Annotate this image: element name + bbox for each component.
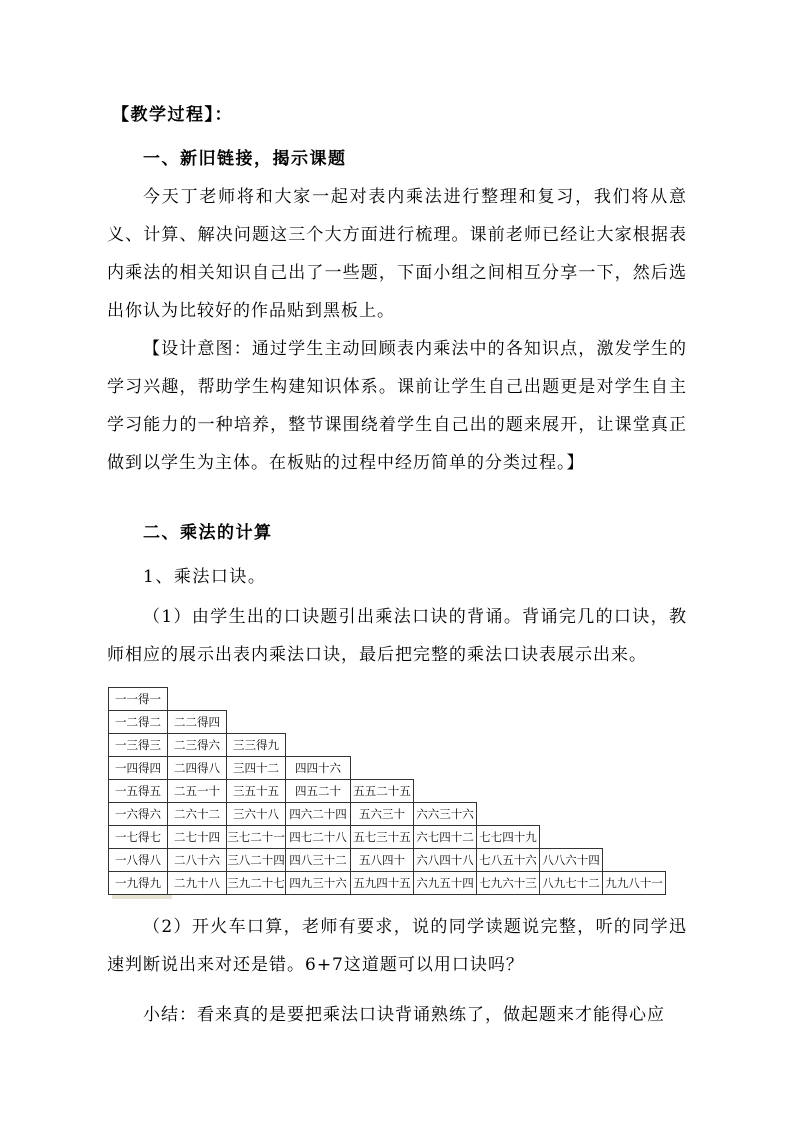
table-empty-cell — [540, 734, 603, 757]
table-empty-cell — [351, 734, 414, 757]
table-empty-cell — [540, 780, 603, 803]
table-empty-cell — [540, 711, 603, 734]
table-cell: 四四十六 — [286, 757, 351, 780]
table-cell: 二五一十 — [168, 780, 227, 803]
section1-paragraph: 今天丁老师将和大家一起对表内乘法进行整理和复习，我们将从意义、计算、解决问题这三个大方面进行梳理。课前老师已经让大家根据表内乘法的相关知识自己出了一些题，下面小组之间相互分享一下，然后选出你认为比较好的作品贴到黑板上。 — [107, 187, 687, 321]
summary-paragraph: 小结：看来真的是要把乘法口诀背诵熟练了，做起题来才能得心应 — [143, 1005, 665, 1025]
multiplication-table-subheading: 1、乘法口诀。 — [143, 567, 267, 587]
table-row — [109, 803, 666, 826]
table-row — [109, 757, 666, 780]
table-cell: 五七三十五 — [351, 826, 414, 849]
table-empty-cell — [477, 688, 540, 711]
table-empty-cell — [603, 803, 666, 826]
table-cell: 四八三十二 — [286, 849, 351, 872]
table-empty-cell — [414, 757, 477, 780]
table-empty-cell — [351, 711, 414, 734]
table-cell: 三四十二 — [227, 757, 286, 780]
table-empty-cell — [414, 688, 477, 711]
table-empty-cell — [477, 734, 540, 757]
table-cell: 四九三十六 — [286, 872, 351, 895]
step1-paragraph: （1）由学生出的口诀题引出乘法口诀的背诵。背诵完几的口诀，教师相应的展示出表内乘法口诀，最后把完整的乘法口诀表展示出来。 — [107, 607, 687, 665]
table-cell: 三五十五 — [227, 780, 286, 803]
table-empty-cell — [603, 780, 666, 803]
table-cell: 七七四十九 — [477, 826, 540, 849]
table-cell: 四六二十四 — [286, 803, 351, 826]
table-cell: 二四得八 — [168, 757, 227, 780]
table-cell: 二九十八 — [168, 872, 227, 895]
table-empty-cell — [603, 826, 666, 849]
lesson-process-heading: 【教学过程】： — [112, 105, 233, 125]
table-empty-cell — [477, 803, 540, 826]
table-row — [109, 734, 666, 757]
table-empty-cell — [477, 780, 540, 803]
table-cell: 二六十二 — [168, 803, 227, 826]
table-empty-cell — [286, 711, 351, 734]
table-empty-cell — [227, 688, 286, 711]
table-row — [109, 849, 666, 872]
table-cell: 一三得三 — [109, 734, 168, 757]
table-cell: 五九四十五 — [351, 872, 414, 895]
table-cell: 一二得二 — [109, 711, 168, 734]
table-cell: 七九六十三 — [477, 872, 540, 895]
multiplication-table — [108, 687, 666, 895]
table-empty-cell — [414, 734, 477, 757]
table-cell: 一五得五 — [109, 780, 168, 803]
table-cell: 五六三十 — [351, 803, 414, 826]
table-empty-cell — [477, 757, 540, 780]
table-row — [109, 711, 666, 734]
table-empty-cell — [351, 688, 414, 711]
table-empty-cell — [286, 688, 351, 711]
step2-paragraph: （2）开火车口算，老师有要求，说的同学读题说完整，听的同学迅速判断说出来对还是错。6+7这道题可以用口诀吗？ — [107, 917, 687, 975]
table-empty-cell — [603, 757, 666, 780]
table-cell: 六六三十六 — [414, 803, 477, 826]
section2-title: 二、乘法的计算 — [143, 523, 273, 543]
table-empty-cell — [540, 826, 603, 849]
table-cell: 六八四十八 — [414, 849, 477, 872]
table-cell: 七八五十六 — [477, 849, 540, 872]
section1-title: 一、新旧链接，揭示课题 — [143, 149, 347, 169]
table-cell: 一六得六 — [109, 803, 168, 826]
table-cell: 三六十八 — [227, 803, 286, 826]
table-empty-cell — [603, 849, 666, 872]
table-empty-cell — [603, 734, 666, 757]
table-empty-cell — [540, 757, 603, 780]
table-cell: 五八四十 — [351, 849, 414, 872]
multiplication-table-grid — [108, 687, 666, 895]
table-cell: 九九八十一 — [603, 872, 666, 895]
image-caption-mark — [112, 895, 172, 899]
table-cell: 二二得四 — [168, 711, 227, 734]
table-empty-cell — [540, 688, 603, 711]
table-empty-cell — [286, 734, 351, 757]
table-cell: 三三得九 — [227, 734, 286, 757]
table-cell: 六七四十二 — [414, 826, 477, 849]
table-empty-cell — [477, 711, 540, 734]
table-empty-cell — [227, 711, 286, 734]
design-intent-note: 【设计意图：通过学生主动回顾表内乘法中的各知识点，激发学生的学习兴趣，帮助学生构建知识体系。课前让学生自己出题更是对学生自主学习能力的一种培养，整节课围绕着学生自己出的题来展开，让课堂真正做到以学生为主体。在板贴的过程中经历简单的分类过程。】 — [107, 339, 687, 473]
table-cell: 一七得七 — [109, 826, 168, 849]
table-cell: 三七二十一 — [227, 826, 286, 849]
table-cell: 八八六十四 — [540, 849, 603, 872]
table-row — [109, 826, 666, 849]
table-cell: 二三得六 — [168, 734, 227, 757]
table-empty-cell — [603, 688, 666, 711]
table-cell: 一九得九 — [109, 872, 168, 895]
table-cell: 三八二十四 — [227, 849, 286, 872]
table-cell: 一一得一 — [109, 688, 168, 711]
table-empty-cell — [168, 688, 227, 711]
table-empty-cell — [540, 803, 603, 826]
table-cell: 八九七十二 — [540, 872, 603, 895]
table-empty-cell — [603, 711, 666, 734]
table-cell: 一四得四 — [109, 757, 168, 780]
table-cell: 三九二十七 — [227, 872, 286, 895]
table-empty-cell — [414, 780, 477, 803]
table-cell: 一八得八 — [109, 849, 168, 872]
table-cell: 四五二十 — [286, 780, 351, 803]
table-cell: 五五二十五 — [351, 780, 414, 803]
table-empty-cell — [414, 711, 477, 734]
table-cell: 二八十六 — [168, 849, 227, 872]
table-row — [109, 872, 666, 895]
table-cell: 二七十四 — [168, 826, 227, 849]
table-cell: 六九五十四 — [414, 872, 477, 895]
table-empty-cell — [351, 757, 414, 780]
table-row — [109, 780, 666, 803]
table-cell: 四七二十八 — [286, 826, 351, 849]
table-row — [109, 688, 666, 711]
